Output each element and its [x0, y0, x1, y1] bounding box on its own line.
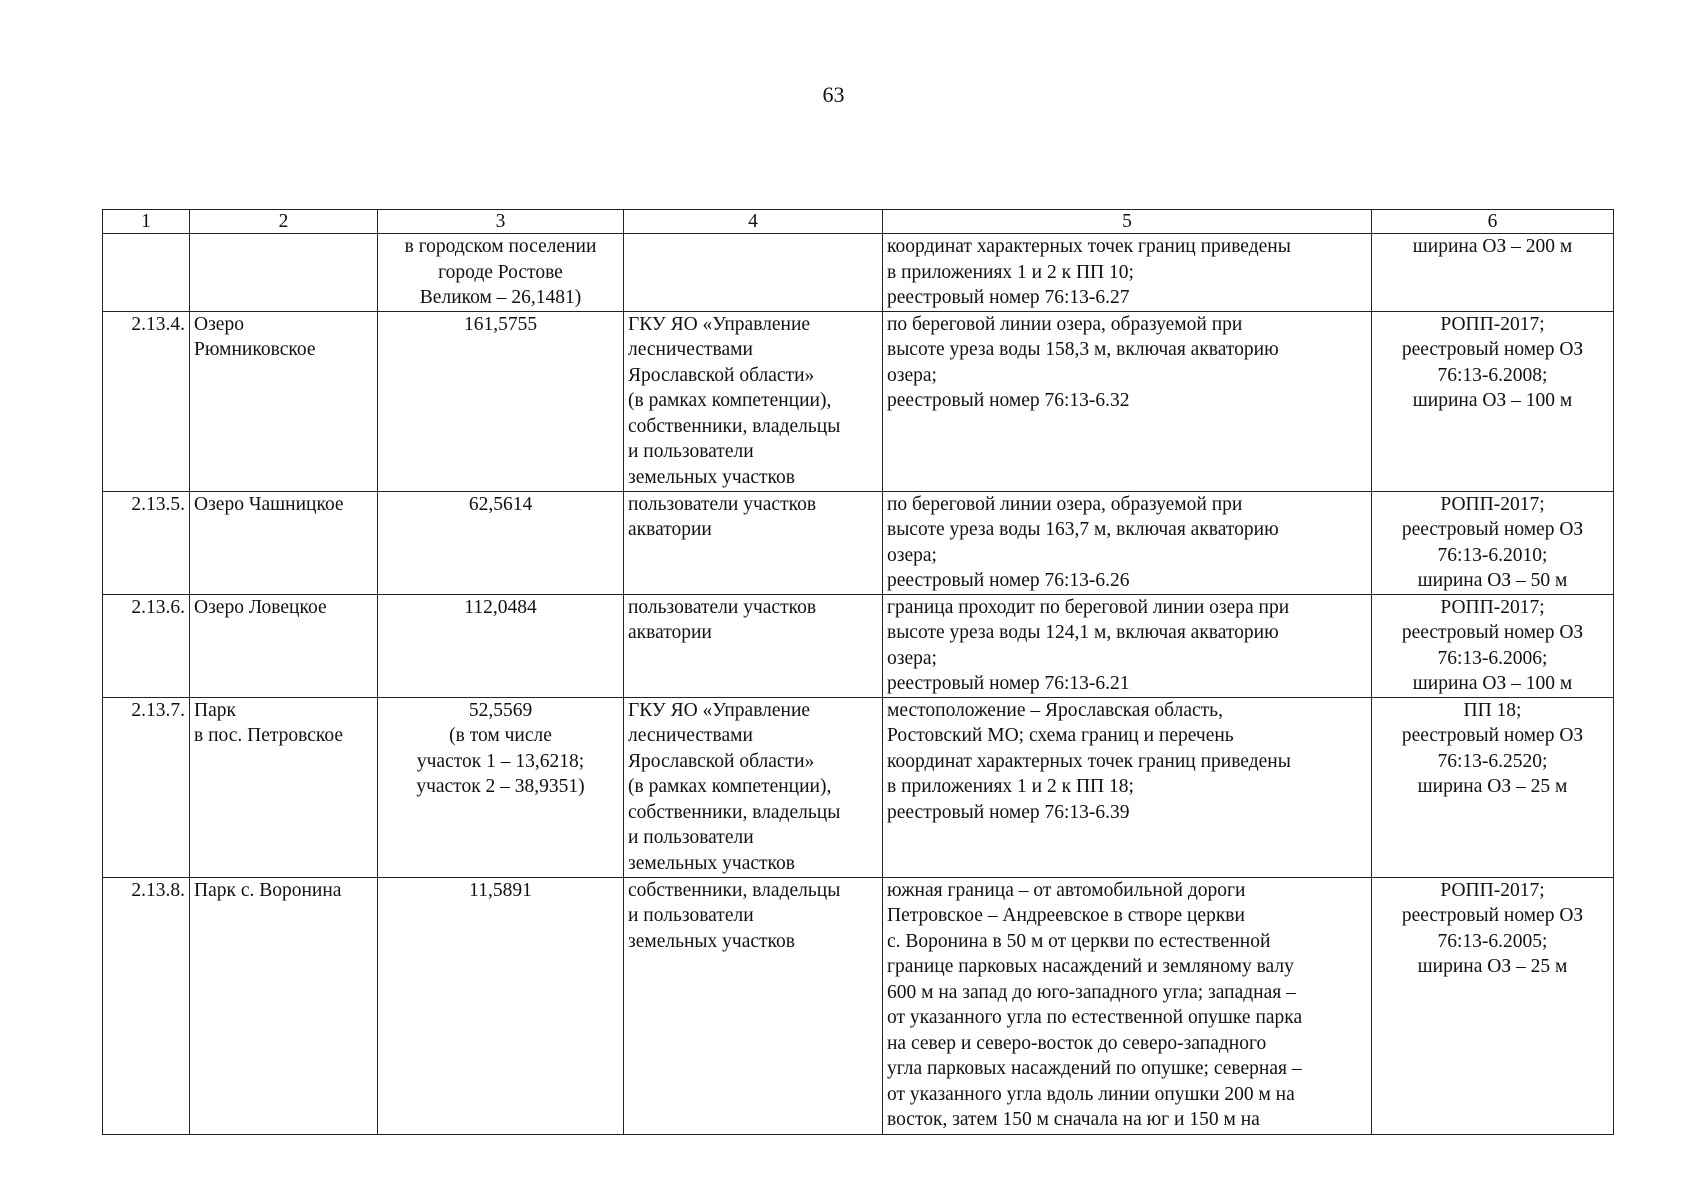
regulatory-basis: ПП 18; реестровый номер ОЗ 76:13-6.2520; ширина ОЗ – 25 м [1372, 697, 1614, 877]
area-value: 161,5755 [378, 311, 624, 491]
column-number-6: 6 [1372, 210, 1614, 234]
object-name: Парк с. Воронина [190, 877, 378, 1134]
regulatory-basis: РОПП-2017; реестровый номер ОЗ 76:13-6.2006; ширина ОЗ – 100 м [1372, 594, 1614, 697]
responsible-parties: пользователи участков акватории [624, 594, 883, 697]
row-number: 2.13.4. [103, 311, 190, 491]
object-name [190, 234, 378, 312]
table-header-row [103, 210, 1614, 234]
responsible-parties: ГКУ ЯО «Управление лесничествами Ярославской области» (в рамках компетенции), собственники, владельцы и пользователи земельных участков [624, 311, 883, 491]
object-name: Озеро Ловецкое [190, 594, 378, 697]
regulatory-basis: РОПП-2017; реестровый номер ОЗ 76:13-6.2008; ширина ОЗ – 100 м [1372, 311, 1614, 491]
boundary-description: граница проходит по береговой линии озера при высоте уреза воды 124,1 м, включая акваторию озера; реестровый номер 76:13-6.21 [883, 594, 1372, 697]
boundary-description: по береговой линии озера, образуемой при высоте уреза воды 158,3 м, включая акваторию озера; реестровый номер 76:13-6.32 [883, 311, 1372, 491]
table-row [103, 877, 1614, 1134]
column-number-2: 2 [190, 210, 378, 234]
boundary-description: южная граница – от автомобильной дороги Петровское – Андреевское в створе церкви с. Воронина в 50 м от церкви по естественной границе парковых насаждений и земляному валу 600 м на запад до юго-западного угла; западная – от указанного угла по естественной опушке парка на север и северо-восток до северо-западного угла парковых насаждений по опушке; северная – от указанного угла вдоль линии опушки 200 м на восток, затем 150 м сначала на юг и 150 м на [883, 877, 1372, 1134]
column-number-4: 4 [624, 210, 883, 234]
row-number: 2.13.8. [103, 877, 190, 1134]
row-number: 2.13.5. [103, 491, 190, 594]
column-number-3: 3 [378, 210, 624, 234]
boundary-description: местоположение – Ярославская область, Ростовский МО; схема границ и перечень координат характерных точек границ приведены в приложениях 1 и 2 к ПП 18; реестровый номер 76:13-6.39 [883, 697, 1372, 877]
table-row [103, 697, 1614, 877]
area-value: 11,5891 [378, 877, 624, 1134]
object-name: Парк в пос. Петровское [190, 697, 378, 877]
area-value: 52,5569 (в том числе участок 1 – 13,6218; участок 2 – 38,9351) [378, 697, 624, 877]
row-number: 2.13.7. [103, 697, 190, 877]
row-number [103, 234, 190, 312]
regulatory-basis: ширина ОЗ – 200 м [1372, 234, 1614, 312]
row-number: 2.13.6. [103, 594, 190, 697]
responsible-parties: ГКУ ЯО «Управление лесничествами Ярославской области» (в рамках компетенции), собственники, владельцы и пользователи земельных участков [624, 697, 883, 877]
table-row [103, 594, 1614, 697]
regulatory-basis: РОПП-2017; реестровый номер ОЗ 76:13-6.2005; ширина ОЗ – 25 м [1372, 877, 1614, 1134]
protection-zones-table [102, 209, 1614, 1135]
area-value: в городском поселении городе Ростове Великом – 26,1481) [378, 234, 624, 312]
column-number-5: 5 [883, 210, 1372, 234]
table-row [103, 491, 1614, 594]
area-value: 62,5614 [378, 491, 624, 594]
regulatory-basis: РОПП-2017; реестровый номер ОЗ 76:13-6.2010; ширина ОЗ – 50 м [1372, 491, 1614, 594]
page-number: 63 [822, 82, 845, 107]
responsible-parties [624, 234, 883, 312]
column-number-1: 1 [103, 210, 190, 234]
responsible-parties: собственники, владельцы и пользователи земельных участков [624, 877, 883, 1134]
area-value: 112,0484 [378, 594, 624, 697]
responsible-parties: пользователи участков акватории [624, 491, 883, 594]
table-row [103, 311, 1614, 491]
object-name: Озеро Чашницкое [190, 491, 378, 594]
object-name: Озеро Рюмниковское [190, 311, 378, 491]
boundary-description: по береговой линии озера, образуемой при высоте уреза воды 163,7 м, включая акваторию озера; реестровый номер 76:13-6.26 [883, 491, 1372, 594]
boundary-description: координат характерных точек границ приведены в приложениях 1 и 2 к ПП 10; реестровый номер 76:13-6.27 [883, 234, 1372, 312]
table-row [103, 234, 1614, 312]
